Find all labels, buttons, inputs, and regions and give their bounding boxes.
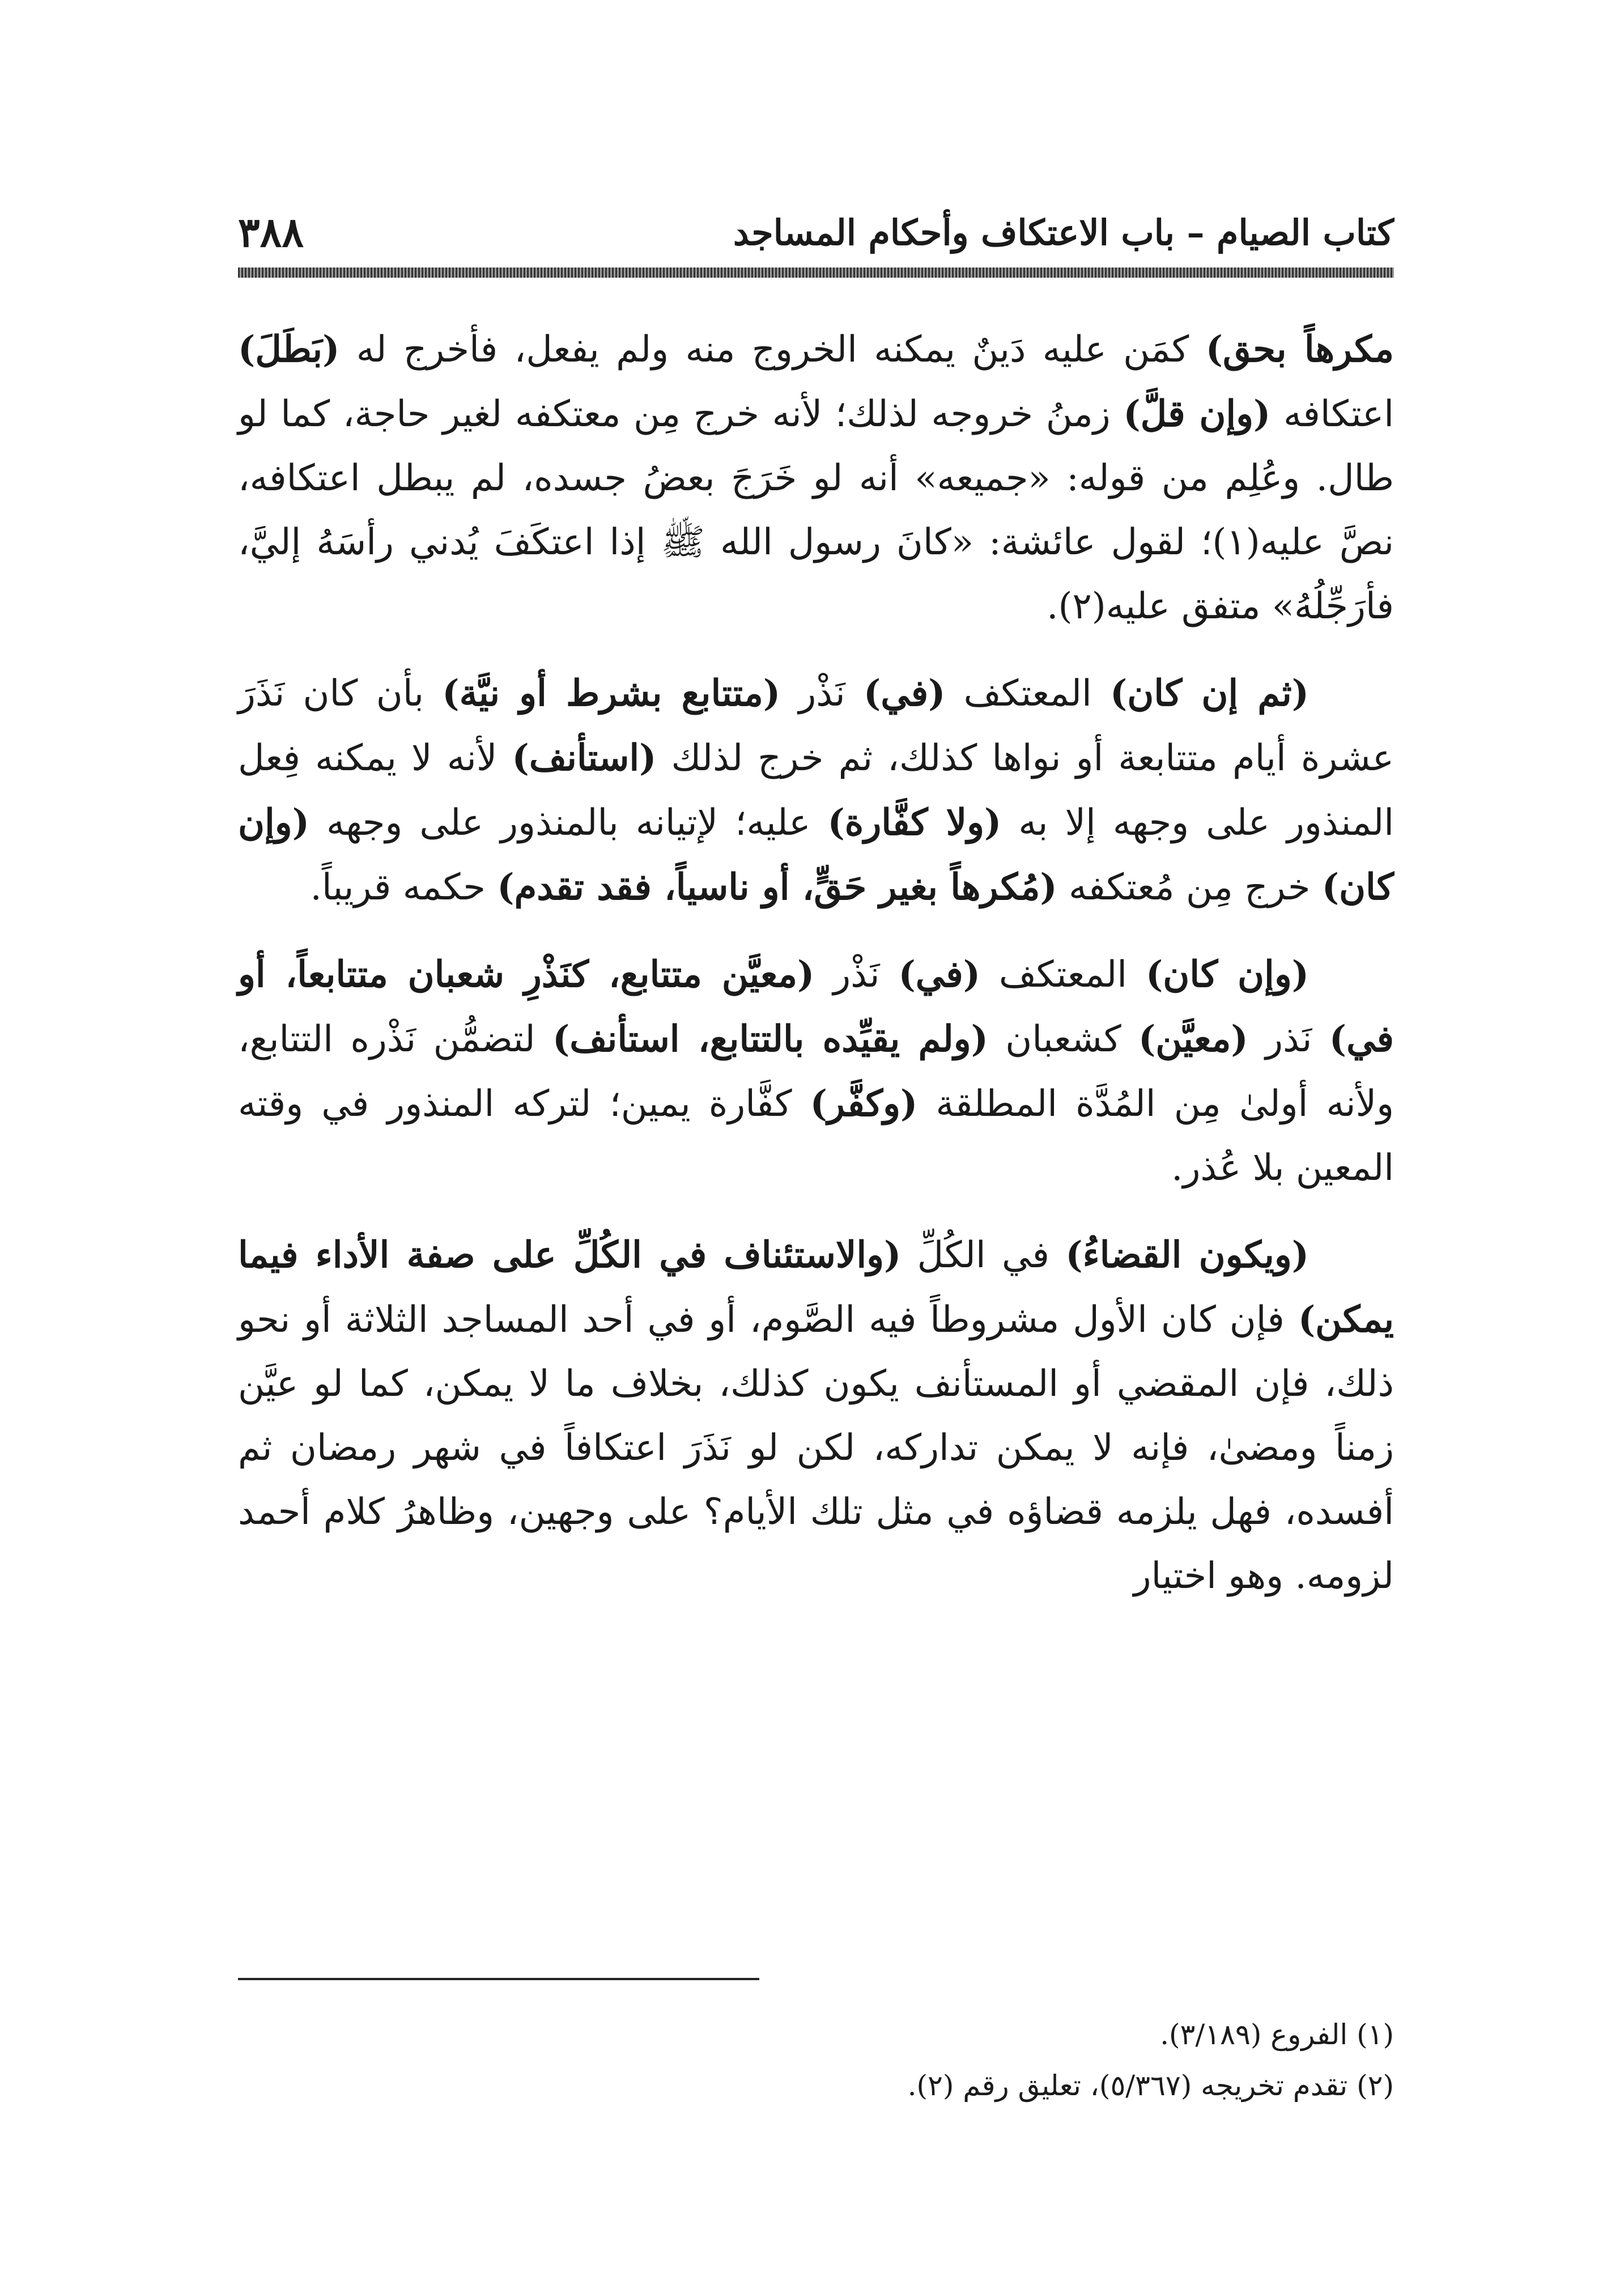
running-title: كتاب الصيام – باب الاعتكاف وأحكام المساجد bbox=[733, 212, 1394, 253]
paragraph-3 bbox=[238, 942, 1394, 1200]
commentary-text: في الكُلِّ bbox=[901, 1234, 1066, 1276]
matn-text: (مُكرهاً بغير حَقٍّ، أو ناسياً، فقد تقدم) bbox=[497, 866, 1057, 908]
commentary-text: زمنُ خروجه لذلك؛ لأنه خرج مِن معتكفه لغير حاجة، كما لو طال. وعُلِم من قوله: «جميعه» أنه لو خَرَجَ بعضُ جسده، لم يبطل اعتكافه، نصَّ عليه(١)؛ لقول عائشة: «كانَ رسول الله ﷺ إذا اعتكَفَ يُدني رأسَهُ إليَّ، فأرَجِّلُهُ» متفق عليه(٢). bbox=[238, 393, 1395, 627]
commentary-text: كفَّارة يمين؛ لتركه المنذور في وقته المعين بلا عُذر. bbox=[238, 1083, 1394, 1189]
footnote-divider bbox=[238, 1978, 759, 1980]
matn-text: (معيَّن متتابع، كنَذْرِ شعبان متتابعاً، أو في) bbox=[238, 953, 1394, 1060]
commentary-text: لأنه لا يمكنه فِعل المنذور على وجهه إلا به bbox=[238, 737, 1395, 844]
commentary-text: المعتكف bbox=[980, 954, 1146, 996]
book-page bbox=[238, 187, 1394, 2205]
footnote-2: (٢) تقدم تخريجه (٥/٣٦٧)، تعليق رقم (٢). bbox=[907, 2069, 1394, 2102]
commentary-text: كمَن عليه دَينٌ يمكنه الخروج منه ولم يفعل، فأخرج له bbox=[339, 329, 1206, 371]
matn-text: (وكفَّر) bbox=[810, 1082, 918, 1125]
main-text bbox=[238, 317, 1394, 1631]
matn-text: (ويكون القضاءُ) bbox=[1065, 1234, 1310, 1276]
header-divider bbox=[238, 267, 1394, 278]
matn-text: (استأنف) bbox=[512, 737, 657, 779]
footnote-1: (١) الفروع (٣/١٨٩). bbox=[1160, 2018, 1394, 2051]
matn-text: (وإن كان) bbox=[1145, 953, 1310, 996]
matn-text: مكرهاً بحق) bbox=[1205, 328, 1395, 371]
paragraph-4 bbox=[238, 1223, 1394, 1608]
matn-text: (ولم يقيِّده بالتتابع، استأنف) bbox=[552, 1018, 988, 1060]
commentary-text: نَذْر bbox=[814, 954, 899, 996]
commentary-text: نَذْر bbox=[780, 673, 864, 715]
commentary-text: حكمه قريباً. bbox=[310, 867, 498, 908]
commentary-text: لتضمُّن نَذْره التتابع، ولأنه أولىٰ مِن المُدَّة المطلقة bbox=[238, 1018, 1395, 1125]
commentary-text: فإن كان الأول مشروطاً فيه الصَّوم، أو في أحد المساجد الثلاثة أو نحو ذلك، فإن المقضي أو المستأنف يكون كذلك، بخلاف ما لا يمكن، كما لو عيَّن زمناً ومضىٰ، فإنه لا يمكن تداركه، لكن لو نَذَرَ اعتكافاً في شهر رمضان ثم أفسده، فهل يلزمه قضاؤه في مثل تلك الأيام؟ على وجهين، وظاهرُ كلام أحمد لزومه. وهو اختيار bbox=[238, 1299, 1394, 1597]
commentary-text: كشعبان bbox=[988, 1018, 1138, 1060]
matn-text: (والاستئناف في الكُلِّ على صفة الأداء فيما يمكن) bbox=[238, 1234, 1394, 1341]
paragraph-1 bbox=[238, 317, 1394, 639]
commentary-text: بأن كان نَذَرَ عشرة أيام متتابعة أو نواها كذلك، ثم خرج لذلك bbox=[238, 673, 1395, 779]
page-header bbox=[238, 187, 1394, 261]
matn-text: (معيَّن) bbox=[1138, 1018, 1248, 1060]
commentary-text: نَذر bbox=[1248, 1018, 1329, 1060]
matn-text: (في) bbox=[863, 672, 946, 715]
commentary-text: عليه؛ لإتيانه بالمنذور على وجهه bbox=[309, 802, 828, 844]
matn-text: (بَطَلَ) bbox=[238, 328, 340, 371]
matn-text: (وإن قلَّ) bbox=[1123, 393, 1271, 435]
matn-text: (متتابع بشرط أو نيَّة) bbox=[442, 672, 781, 715]
page-number: ٣٨٨ bbox=[238, 208, 304, 256]
paragraph-2 bbox=[238, 661, 1394, 920]
commentary-text: المعتكف bbox=[945, 673, 1110, 715]
commentary-text: اعتكافه bbox=[1270, 393, 1395, 435]
matn-text: (وإن كان) bbox=[238, 801, 1394, 908]
matn-text: (ثم إن كان) bbox=[1109, 672, 1310, 715]
commentary-text: خرج مِن مُعتكفه bbox=[1057, 867, 1322, 908]
matn-text: (في) bbox=[898, 953, 980, 996]
matn-text: (ولا كفَّارة) bbox=[827, 801, 1002, 844]
footnotes bbox=[238, 2009, 1394, 2111]
